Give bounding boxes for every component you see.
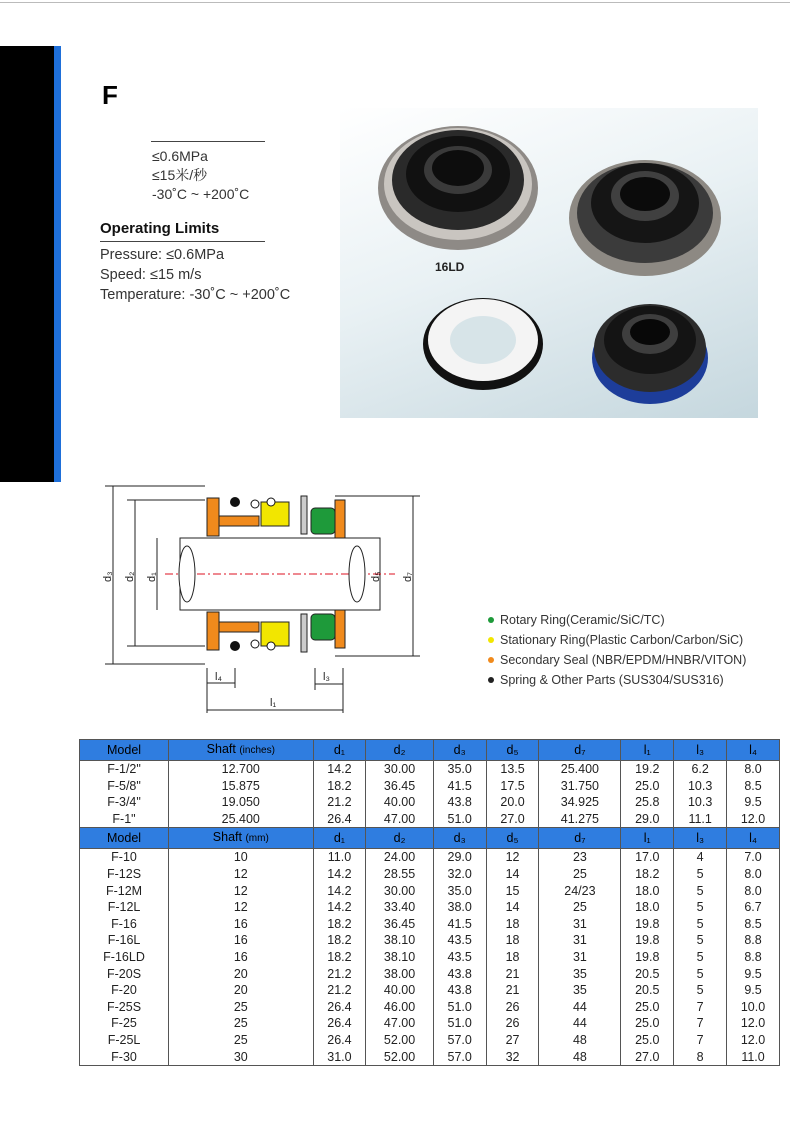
- label-l4: l₄: [215, 671, 222, 683]
- table-row: [80, 849, 780, 866]
- table-cell: 6.2: [674, 761, 727, 778]
- table-cell: 27: [486, 1032, 539, 1049]
- table-cell: 20: [169, 966, 313, 983]
- table-row: [80, 966, 780, 983]
- table-cell: 26.4: [313, 1032, 366, 1049]
- table-cell: 10: [169, 849, 313, 866]
- header-cell-shaft: [169, 740, 313, 761]
- table-row: [80, 778, 780, 795]
- table-cell: F-1/2": [80, 761, 169, 778]
- table-cell: F-1": [80, 811, 169, 828]
- table-cell: 25: [539, 899, 621, 916]
- legend-rotary-ring: [488, 610, 746, 630]
- table-cell: 6.7: [727, 899, 780, 916]
- table-cell: 35.0: [433, 761, 486, 778]
- label-l3: l₃: [323, 671, 330, 683]
- table-cell: 35.0: [433, 883, 486, 900]
- table-cell: 27.0: [486, 811, 539, 828]
- table-cell: 52.00: [366, 1032, 433, 1049]
- table-cell: 33.40: [366, 899, 433, 916]
- table-row: [80, 866, 780, 883]
- table-cell: 35: [539, 966, 621, 983]
- table-cell: 26: [486, 1015, 539, 1032]
- legend-dot: [488, 657, 494, 663]
- table-cell: 24.00: [366, 849, 433, 866]
- table-cell: F-30: [80, 1049, 169, 1066]
- table-cell: 21: [486, 966, 539, 983]
- table-cell: 30.00: [366, 761, 433, 778]
- seal-cross-section: [95, 478, 435, 718]
- table-cell: 5: [674, 899, 727, 916]
- table-cell: 31.750: [539, 778, 621, 795]
- side-bar-black: [0, 46, 54, 482]
- table-cell: 19.8: [621, 916, 674, 933]
- table-cell: 18.2: [313, 932, 366, 949]
- legend-text: Spring & Other Parts (SUS304/SUS316): [500, 673, 724, 687]
- table-cell: 5: [674, 932, 727, 949]
- header-cell: l₁: [621, 740, 674, 761]
- table-cell: 8.0: [727, 866, 780, 883]
- table-cell: 36.45: [366, 778, 433, 795]
- table-cell: 12: [486, 849, 539, 866]
- table-cell: F-16LD: [80, 949, 169, 966]
- chinese-temperature: -30˚C ~ +200˚C: [152, 186, 250, 202]
- table-cell: 18: [486, 916, 539, 933]
- table-cell: 17.0: [621, 849, 674, 866]
- table-cell: 21.2: [313, 982, 366, 999]
- table-cell: F-12L: [80, 899, 169, 916]
- header-cell: d₂: [366, 828, 433, 849]
- legend-text: Secondary Seal (NBR/EPDM/HNBR/VITON): [500, 653, 747, 667]
- shaft: [165, 538, 395, 610]
- table-cell: 8.8: [727, 949, 780, 966]
- table-cell: F-16: [80, 916, 169, 933]
- table-cell: 19.8: [621, 949, 674, 966]
- table-cell: 14.2: [313, 883, 366, 900]
- table-row: [80, 916, 780, 933]
- table-cell: 20.0: [486, 794, 539, 811]
- table-cell: 18.2: [621, 866, 674, 883]
- label-d7: d₇: [402, 572, 414, 582]
- seal-lower-half: [207, 610, 345, 652]
- table-cell: 21: [486, 982, 539, 999]
- seal-small-image: [592, 304, 708, 404]
- table-cell: 38.00: [366, 966, 433, 983]
- table-cell: 36.45: [366, 916, 433, 933]
- operating-limits-rule: [100, 241, 265, 242]
- header-cell: d₇: [539, 828, 621, 849]
- table-cell: 12.0: [727, 1015, 780, 1032]
- table-row: [80, 899, 780, 916]
- table-row: [80, 932, 780, 949]
- header-cell: d₁: [313, 740, 366, 761]
- table-cell: 20.5: [621, 966, 674, 983]
- table-cell: 38.10: [366, 932, 433, 949]
- table-cell: 9.5: [727, 982, 780, 999]
- table-cell: 18.2: [313, 949, 366, 966]
- table-cell: 5: [674, 866, 727, 883]
- table-cell: 5: [674, 916, 727, 933]
- table-cell: F-5/8": [80, 778, 169, 795]
- label-d3: d₃: [102, 571, 114, 582]
- table-cell: 8: [674, 1049, 727, 1066]
- chinese-limits-rule: [151, 141, 265, 142]
- top-rule: [0, 2, 790, 3]
- shaft-label: Shaft: [206, 742, 236, 756]
- table-cell: 7: [674, 999, 727, 1016]
- table-cell: F-3/4": [80, 794, 169, 811]
- header-cell: d₃: [433, 740, 486, 761]
- table-cell: 52.00: [366, 1049, 433, 1066]
- table-cell: F-12S: [80, 866, 169, 883]
- chinese-limits: [152, 147, 249, 204]
- table-cell: 26: [486, 999, 539, 1016]
- table-cell: 10.3: [674, 778, 727, 795]
- table-cell: 47.00: [366, 1015, 433, 1032]
- table-cell: 51.0: [433, 1015, 486, 1032]
- table-cell: 24/23: [539, 883, 621, 900]
- table-cell: 21.2: [313, 966, 366, 983]
- shaft-unit: (inches): [239, 745, 275, 756]
- table-cell: 5: [674, 883, 727, 900]
- table-cell: 30.00: [366, 883, 433, 900]
- header-cell: l₃: [674, 828, 727, 849]
- speed-limit: Speed: ≤15 m/s: [100, 267, 202, 283]
- table-cell: 23: [539, 849, 621, 866]
- chinese-speed: ≤15米/秒: [152, 167, 208, 183]
- table-cell: 18.0: [621, 899, 674, 916]
- table-cell: 57.0: [433, 1032, 486, 1049]
- label-l1: l₁: [270, 697, 277, 709]
- header-cell-shaft: [169, 828, 313, 849]
- label-d2: d₂: [124, 571, 136, 582]
- pressure-limit: Pressure: ≤0.6MPa: [100, 247, 225, 263]
- table-cell: 15: [486, 883, 539, 900]
- table-cell: 25.400: [169, 811, 313, 828]
- table-cell: 51.0: [433, 999, 486, 1016]
- table-cell: F-20: [80, 982, 169, 999]
- table-cell: 26.4: [313, 811, 366, 828]
- table-cell: 25: [169, 1032, 313, 1049]
- table-cell: 46.00: [366, 999, 433, 1016]
- table-cell: F-25: [80, 1015, 169, 1032]
- header-cell: l₄: [727, 828, 780, 849]
- chinese-pressure: ≤0.6MPa: [152, 148, 208, 164]
- table-cell: 18.2: [313, 916, 366, 933]
- table-cell: 19.8: [621, 932, 674, 949]
- table-cell: 40.00: [366, 982, 433, 999]
- table-cell: 17.5: [486, 778, 539, 795]
- table-row: [80, 999, 780, 1016]
- table-cell: 14.2: [313, 899, 366, 916]
- shaft-label: Shaft: [212, 830, 242, 845]
- table-cell: 43.5: [433, 949, 486, 966]
- table-header-row: [80, 828, 780, 849]
- table-cell: 7: [674, 1032, 727, 1049]
- table-cell: 25.0: [621, 778, 674, 795]
- table-row: [80, 761, 780, 778]
- table-cell: 9.5: [727, 794, 780, 811]
- table-cell: 19.2: [621, 761, 674, 778]
- table-cell: 25.8: [621, 794, 674, 811]
- seal-medium-image: [569, 160, 721, 276]
- table-cell: 29.0: [433, 849, 486, 866]
- table-cell: 43.8: [433, 794, 486, 811]
- table-cell: 31: [539, 916, 621, 933]
- series-letter: F: [102, 80, 118, 110]
- table-cell: 5: [674, 982, 727, 999]
- side-bar-blue: [54, 46, 61, 482]
- table-cell: 8.5: [727, 778, 780, 795]
- table-cell: 44: [539, 1015, 621, 1032]
- table-cell: 30: [169, 1049, 313, 1066]
- table-cell: 8.8: [727, 932, 780, 949]
- table-cell: F-12M: [80, 883, 169, 900]
- shaft-unit: (mm): [245, 833, 269, 845]
- legend-dot: [488, 617, 494, 623]
- table-cell: 12.0: [727, 811, 780, 828]
- legend-dot: [488, 677, 494, 683]
- material-legend: [488, 610, 746, 690]
- table-cell: 7: [674, 1015, 727, 1032]
- table-cell: 25: [539, 866, 621, 883]
- table-cell: 44: [539, 999, 621, 1016]
- dimension-table: [79, 739, 780, 1066]
- table-cell: 38.0: [433, 899, 486, 916]
- header-cell: d₅: [486, 828, 539, 849]
- table-row: [80, 794, 780, 811]
- operating-limits: [100, 245, 290, 305]
- table-cell: 43.5: [433, 932, 486, 949]
- legend-stationary-ring: [488, 630, 746, 650]
- table-cell: 41.5: [433, 916, 486, 933]
- table-row: [80, 1032, 780, 1049]
- table-row: [80, 883, 780, 900]
- legend-text: Stationary Ring(Plastic Carbon/Carbon/SiC): [500, 633, 744, 647]
- table-cell: 12: [169, 866, 313, 883]
- table-cell: 16: [169, 932, 313, 949]
- header-cell: d₃: [433, 828, 486, 849]
- table-cell: 12: [169, 883, 313, 900]
- table-cell: 8.0: [727, 761, 780, 778]
- table-cell: 41.275: [539, 811, 621, 828]
- table-cell: 4: [674, 849, 727, 866]
- table-cell: 16: [169, 916, 313, 933]
- table-cell: 25.0: [621, 1032, 674, 1049]
- operating-limits-title: Operating Limits: [100, 220, 220, 237]
- table-cell: 31: [539, 949, 621, 966]
- table-cell: 18: [486, 932, 539, 949]
- table-header-row: [80, 740, 780, 761]
- table-cell: F-25L: [80, 1032, 169, 1049]
- seal-upper-half: [207, 496, 345, 538]
- table-cell: 19.050: [169, 794, 313, 811]
- table-cell: 8.0: [727, 883, 780, 900]
- legend-text: Rotary Ring(Ceramic/SiC/TC): [500, 613, 665, 627]
- table-cell: 9.5: [727, 966, 780, 983]
- table-cell: 14.2: [313, 761, 366, 778]
- header-cell: l₁: [621, 828, 674, 849]
- table-cell: 25: [169, 1015, 313, 1032]
- photo-label: 16LD: [435, 260, 465, 274]
- table-row: [80, 1015, 780, 1032]
- table-cell: 11.1: [674, 811, 727, 828]
- table-cell: 12.700: [169, 761, 313, 778]
- table-row: [80, 949, 780, 966]
- header-cell: l₄: [727, 740, 780, 761]
- table-cell: 25.0: [621, 1015, 674, 1032]
- header-cell: Model: [80, 828, 169, 849]
- table-cell: 28.55: [366, 866, 433, 883]
- table-cell: 26.4: [313, 1015, 366, 1032]
- table-cell: 25.400: [539, 761, 621, 778]
- table-cell: 12.0: [727, 1032, 780, 1049]
- label-d1: d₁: [146, 572, 158, 582]
- table-cell: 31.0: [313, 1049, 366, 1066]
- table-cell: 51.0: [433, 811, 486, 828]
- table-cell: F-10: [80, 849, 169, 866]
- table-cell: 32.0: [433, 866, 486, 883]
- table-cell: 18: [486, 949, 539, 966]
- table-cell: 48: [539, 1049, 621, 1066]
- table-cell: 14.2: [313, 866, 366, 883]
- table-cell: 25: [169, 999, 313, 1016]
- table-cell: 32: [486, 1049, 539, 1066]
- header-cell: d₇: [539, 740, 621, 761]
- table-cell: 20.5: [621, 982, 674, 999]
- table-cell: 31: [539, 932, 621, 949]
- table-cell: 43.8: [433, 966, 486, 983]
- temperature-limit: Temperature: -30˚C ~ +200˚C: [100, 287, 291, 303]
- table-cell: 21.2: [313, 794, 366, 811]
- table-cell: 41.5: [433, 778, 486, 795]
- legend-secondary-seal: [488, 650, 746, 670]
- table-cell: 13.5: [486, 761, 539, 778]
- table-cell: 40.00: [366, 794, 433, 811]
- legend-spring-parts: [488, 670, 746, 690]
- table-cell: 8.5: [727, 916, 780, 933]
- table-cell: 12: [169, 899, 313, 916]
- header-cell: d₁: [313, 828, 366, 849]
- table-cell: 18.0: [621, 883, 674, 900]
- table-cell: F-25S: [80, 999, 169, 1016]
- header-cell: Model: [80, 740, 169, 761]
- table-cell: 43.8: [433, 982, 486, 999]
- table-cell: 7.0: [727, 849, 780, 866]
- header-cell: d₂: [366, 740, 433, 761]
- table-cell: 14: [486, 866, 539, 883]
- table-cell: 27.0: [621, 1049, 674, 1066]
- table-cell: 25.0: [621, 999, 674, 1016]
- table-cell: 18.2: [313, 778, 366, 795]
- seal-large-image: [378, 126, 538, 250]
- table-cell: 11.0: [727, 1049, 780, 1066]
- legend-dot: [488, 637, 494, 643]
- table-cell: 29.0: [621, 811, 674, 828]
- table-cell: 11.0: [313, 849, 366, 866]
- table-cell: 14: [486, 899, 539, 916]
- table-cell: 5: [674, 966, 727, 983]
- table-row: [80, 982, 780, 999]
- seal-diagram: [95, 478, 435, 723]
- label-d5: d₅: [370, 571, 382, 582]
- product-photo: [340, 108, 758, 418]
- table-cell: 48: [539, 1032, 621, 1049]
- table-cell: 20: [169, 982, 313, 999]
- table-cell: 10.0: [727, 999, 780, 1016]
- header-cell: l₃: [674, 740, 727, 761]
- table-cell: 5: [674, 949, 727, 966]
- table-cell: 57.0: [433, 1049, 486, 1066]
- table-cell: 26.4: [313, 999, 366, 1016]
- table-row: [80, 1049, 780, 1066]
- table-cell: 15.875: [169, 778, 313, 795]
- table-row: [80, 811, 780, 828]
- table-cell: F-16L: [80, 932, 169, 949]
- table-cell: 35: [539, 982, 621, 999]
- table-cell: 10.3: [674, 794, 727, 811]
- table-cell: 47.00: [366, 811, 433, 828]
- ceramic-ring-image: [423, 298, 543, 390]
- product-photo-art: [340, 108, 758, 418]
- table-cell: 34.925: [539, 794, 621, 811]
- table-cell: 16: [169, 949, 313, 966]
- header-cell: d₅: [486, 740, 539, 761]
- table-cell: F-20S: [80, 966, 169, 983]
- table-cell: 38.10: [366, 949, 433, 966]
